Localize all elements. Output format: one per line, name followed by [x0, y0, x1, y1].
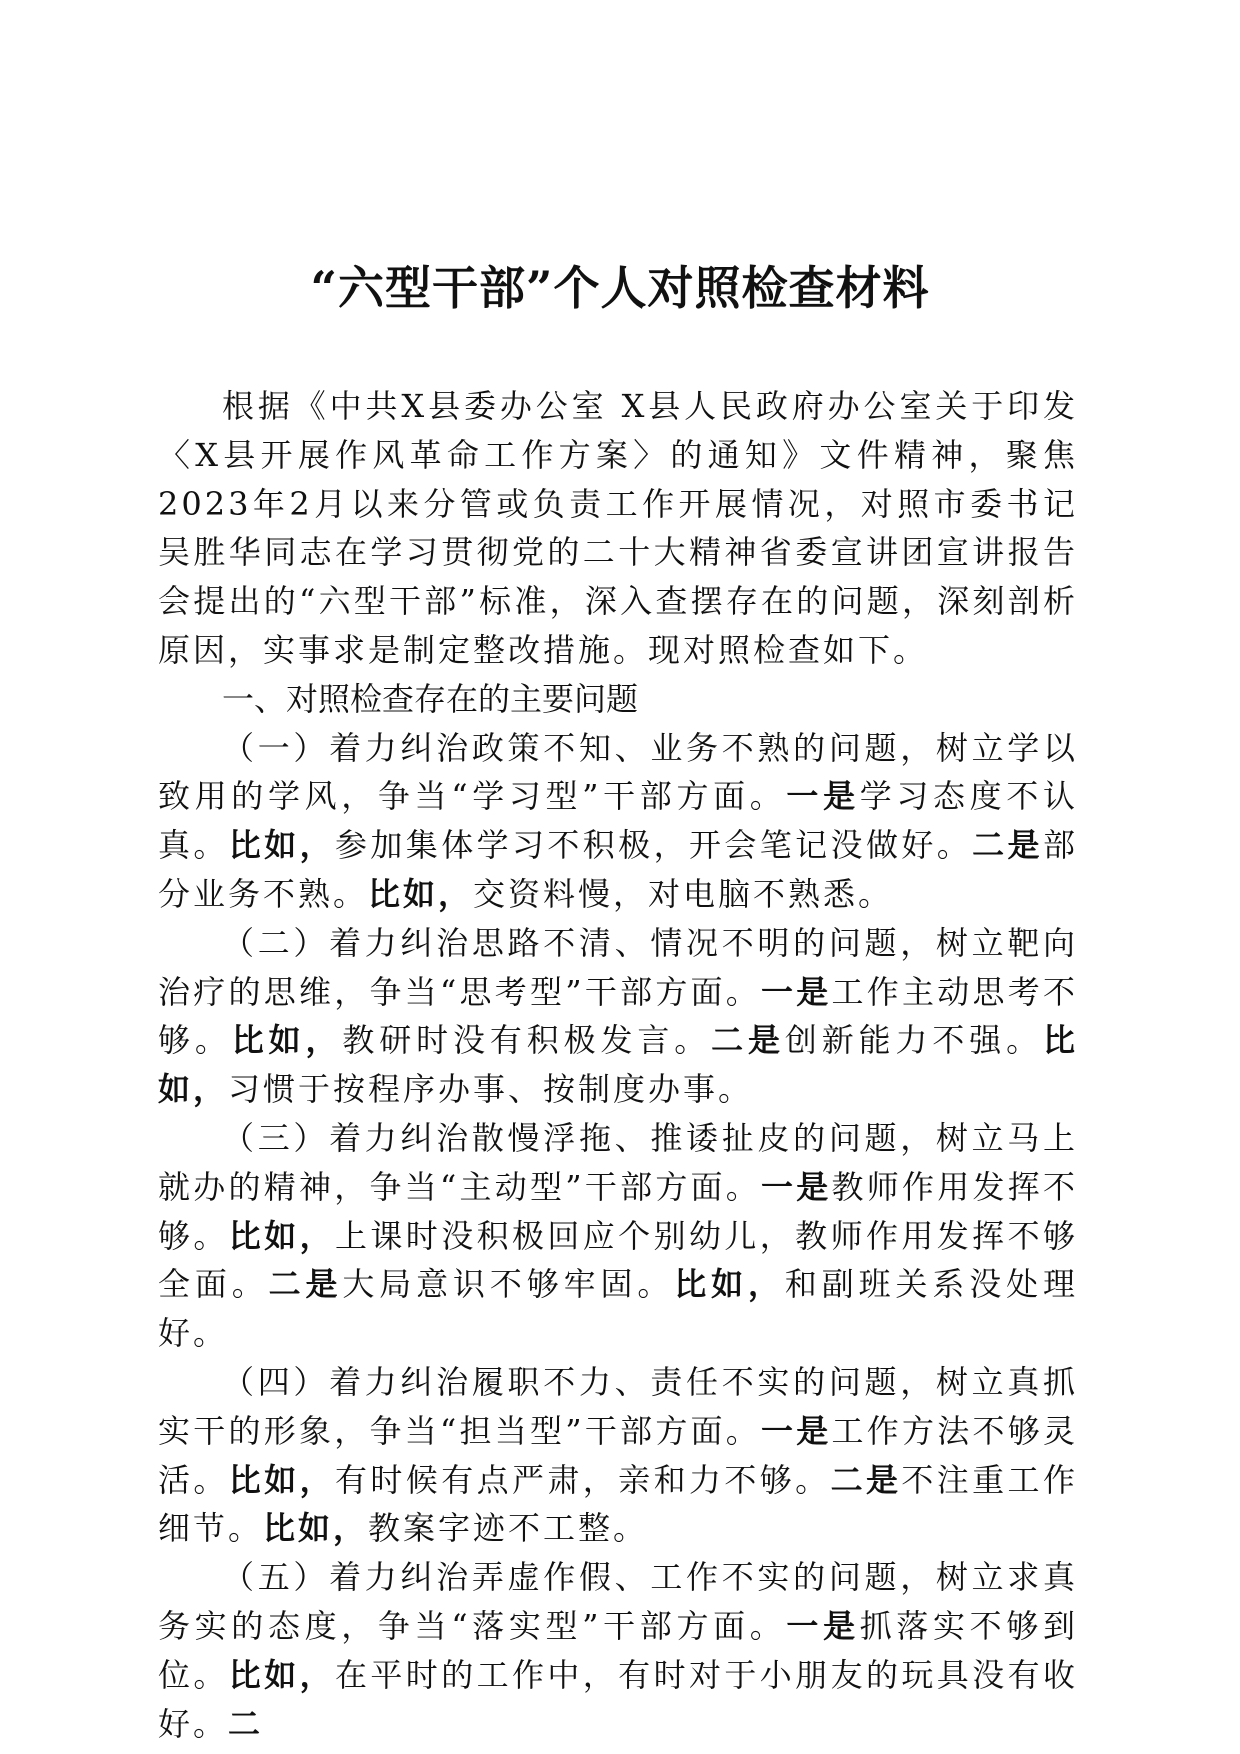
- keyword-example: 比如，: [263, 1509, 369, 1548]
- item-text: 教师作用发挥不够。: [158, 1167, 1078, 1255]
- item-text: 大局意识不够牢固。: [342, 1265, 675, 1304]
- section-heading: 一、对照检查存在的主要问题: [222, 679, 639, 718]
- keyword-second: 二是: [972, 826, 1043, 865]
- keyword-first: 一是: [761, 1167, 832, 1206]
- keyword-example: 比如，: [158, 1021, 1078, 1109]
- item-text: 和副班关系没处理好。: [158, 1265, 1078, 1353]
- item-text: 学习态度不认真。: [158, 777, 1078, 865]
- keyword-first: 一是: [786, 777, 860, 816]
- keyword-second: 二是: [830, 1460, 902, 1499]
- item-paragraph: [158, 919, 1078, 1114]
- item-text: 工作主动思考不够。: [158, 972, 1078, 1060]
- keyword-first: 一是: [761, 1411, 832, 1450]
- item-text: 参加集体学习不积极，开会笔记没做好。: [335, 826, 973, 865]
- item-text: 工作方法不够灵活。: [158, 1411, 1078, 1499]
- item-paragraph: [158, 724, 1078, 919]
- document-title: “六型干部”个人对照检查材料: [310, 261, 930, 315]
- item-lead: （五）着力纠治弄虚作假、工作不实的问题，树立求真务实的态度，争当“落实型”干部方面。: [158, 1558, 1078, 1645]
- item-text: 教研时没有积极发言。: [342, 1021, 712, 1060]
- document-body: [158, 382, 1078, 1748]
- item-paragraph: [158, 1114, 1078, 1358]
- keyword-example: 比如，: [228, 1655, 335, 1694]
- item-text: 在平时的工作中，有时对于小朋友的玩具没有收好。: [158, 1655, 1078, 1743]
- intro-paragraph: 根据《中共X县委办公室 X县人民政府办公室关于印发〈X县开展作风革命工作方案〉的通知》文件精神，聚焦2023年2月以来分管或负责工作开展情况，对照市委书记吴胜华同志在学习贯彻党的二十大精神省委宣讲团宣讲报告会提出的“六型干部”标准，深入查摆存在的问题，深刻剖析原因，实事求是制定整改措施。现对照检查如下。: [158, 387, 1078, 669]
- item-text: 创新能力不强。: [784, 1021, 1043, 1060]
- keyword-example: 比如，: [228, 1216, 335, 1255]
- keyword-example: 比如，: [228, 1460, 335, 1499]
- keyword-example: 比如，: [368, 874, 474, 913]
- item-lead: （四）着力纠治履职不力、责任不实的问题，树立真抓实干的形象，争当“担当型”干部方面。: [158, 1362, 1078, 1450]
- keyword-example: 比如，: [228, 826, 335, 865]
- keyword-first: 一是: [761, 972, 832, 1011]
- item-text: 教案字迹不工整。: [368, 1509, 649, 1548]
- keyword-first: 一是: [786, 1606, 860, 1645]
- item-text: 上课时没积极回应个别幼儿，教师作用发挥不够全面。: [158, 1216, 1078, 1304]
- item-text: 有时候有点严肃，亲和力不够。: [335, 1460, 831, 1499]
- item-text: 不注重工作细节。: [158, 1460, 1078, 1548]
- item-text: 习惯于按程序办事、按制度办事。: [228, 1070, 754, 1109]
- item-text: 交资料慢，对电脑不熟悉。: [473, 874, 894, 913]
- keyword-example: 比如，: [674, 1265, 785, 1304]
- keyword-second: 二: [228, 1704, 264, 1743]
- item-text: 抓落实不够到位。: [158, 1606, 1078, 1694]
- item-paragraph: [158, 1358, 1078, 1553]
- item-lead: （一）着力纠治政策不知、业务不熟的问题，树立学以致用的学风，争当“学习型”干部方面。: [158, 728, 1078, 816]
- item-text: 部分业务不熟。: [158, 826, 1078, 913]
- keyword-second: 二是: [268, 1265, 343, 1304]
- keyword-example: 比如，: [231, 1021, 343, 1060]
- item-lead: （三）着力纠治散慢浮拖、推诿扯皮的问题，树立马上就办的精神，争当“主动型”干部方面。: [158, 1118, 1078, 1206]
- item-lead: （二）着力纠治思路不清、情况不明的问题，树立靶向治疗的思维，争当“思考型”干部方面。: [158, 923, 1078, 1011]
- keyword-second: 二是: [711, 1021, 785, 1060]
- item-paragraph: [158, 1553, 1078, 1748]
